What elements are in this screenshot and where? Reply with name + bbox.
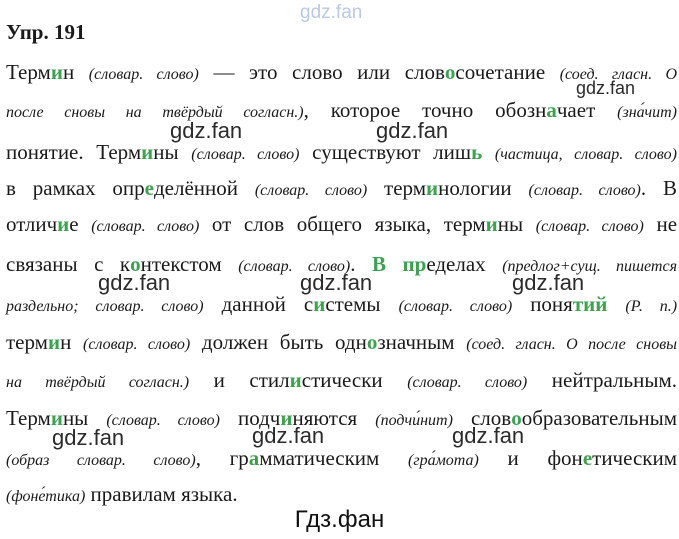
highlighted-letter: и <box>47 330 61 354</box>
text-fragment: — это слово или слов <box>198 60 445 84</box>
highlighted-letter: и <box>57 212 70 236</box>
annotation: раздельно; словар. слово) <box>6 298 204 315</box>
highlighted-letter: о <box>130 252 141 276</box>
highlighted-letter: и <box>289 368 302 392</box>
annotation: (фоне́тика) <box>6 488 86 505</box>
annotation: (соед. гласн. О после сновы <box>466 336 677 353</box>
text-fragment: няются <box>292 406 376 430</box>
annotation: (Р. п.) <box>625 298 678 315</box>
annotation: (словар. слово) <box>238 258 351 275</box>
highlighted-letter: и <box>426 176 439 200</box>
annotation: (соед. гласн. О <box>559 66 677 83</box>
highlighted-letter: о <box>444 60 456 84</box>
text-fragment: е <box>69 212 92 236</box>
annotation: (образ словар. слово) <box>6 452 196 469</box>
highlighted-letter: е <box>144 176 154 200</box>
highlighted-letter: и <box>50 406 63 430</box>
text-fragment: терм <box>367 176 427 200</box>
annotation: (словар. слово) <box>535 218 644 235</box>
text-fragment: значным <box>377 330 467 354</box>
annotation: (гра́мота) <box>408 452 479 469</box>
annotation: (частица, словар. слово) <box>494 146 677 163</box>
watermark: gdz.fan <box>52 425 125 450</box>
highlighted-letter: пр <box>402 252 427 276</box>
text-fragment: еделах <box>426 252 503 276</box>
text-fragment: . В <box>640 176 677 200</box>
text-fragment: подч <box>219 406 281 430</box>
watermark: gdz.fan <box>252 423 325 448</box>
highlighted-letter: а <box>546 98 557 122</box>
highlighted-letter: тий <box>572 292 608 316</box>
text-fragment: , которое точно обозн <box>303 98 547 122</box>
text-fragment: данной с <box>203 292 314 316</box>
watermark-top: gdz.fan <box>300 2 363 23</box>
highlighted-letter: и <box>485 212 498 236</box>
annotation: (зна́чит) <box>617 104 677 121</box>
text-fragment: слов <box>452 406 512 430</box>
text-fragment: образовательным <box>521 406 677 430</box>
text-line-9 <box>6 366 677 397</box>
annotation: после сновы на твёрдый согласн.) <box>6 104 304 121</box>
text-fragment: правилам языка. <box>85 482 238 506</box>
watermark: gdz.fan <box>300 270 373 295</box>
annotation: (словар. слово) <box>254 182 368 199</box>
text-fragment: поня <box>512 292 573 316</box>
text-fragment: в рамках опр <box>6 176 145 200</box>
highlighted-letter: а <box>248 446 260 470</box>
text-fragment: должен быть одн <box>190 330 367 354</box>
annotation: на твёрдый согласн.) <box>6 374 190 391</box>
watermark: gdz.fan <box>512 270 585 295</box>
highlighted-letter: В <box>372 252 387 276</box>
text-fragment: стемы <box>325 292 399 316</box>
text-fragment: существуют лиш <box>299 140 472 164</box>
watermark: gdz.fan <box>98 270 171 295</box>
annotation: (словар. слово) <box>83 336 191 353</box>
text-fragment: не <box>643 212 678 236</box>
highlighted-letter: о <box>366 330 378 354</box>
text-fragment: н <box>62 60 89 84</box>
highlighted-letter: и <box>50 60 63 84</box>
text-fragment <box>482 140 495 164</box>
annotation: (словар. слово) <box>106 412 220 429</box>
text-fragment: стически <box>301 368 408 392</box>
text-fragment: и фон <box>478 446 583 470</box>
text-fragment: чает <box>556 98 618 122</box>
annotation: (подчи́нит) <box>375 412 453 429</box>
text-fragment: . <box>350 252 372 276</box>
text-fragment: Терм <box>6 60 51 84</box>
annotation: (словар. слово) <box>91 218 200 235</box>
highlighted-letter: ь <box>471 140 483 164</box>
highlighted-letter: и <box>141 140 154 164</box>
highlighted-letter: о <box>511 406 522 430</box>
watermark: gdz.fan <box>376 118 449 143</box>
text-fragment: нтекстом <box>140 252 239 276</box>
text-fragment: сочетание <box>455 60 560 84</box>
text-fragment <box>386 252 403 276</box>
text-line-8 <box>6 328 677 359</box>
exercise-title: Упр. 191 <box>6 20 86 44</box>
footer-watermark: Гдз.фан <box>294 506 385 533</box>
annotation: (предлог+сущ. пишется <box>502 258 678 275</box>
annotation: (словар. слово) <box>528 182 641 199</box>
text-fragment: н <box>60 330 84 354</box>
watermark: gdz.fan <box>576 78 636 98</box>
text-fragment: , гр <box>195 446 249 470</box>
annotation: (словар. слово) <box>88 66 199 83</box>
text-fragment: делённой <box>153 176 255 200</box>
annotation: (словар. слово) <box>191 146 300 163</box>
annotation: (словар. слово) <box>407 374 528 391</box>
text-fragment: ны <box>153 140 192 164</box>
watermark: gdz.fan <box>170 118 243 143</box>
text-fragment: ны <box>497 212 536 236</box>
annotation: (словар. слово) <box>398 298 513 315</box>
text-fragment: терм <box>6 330 48 354</box>
text-line-2 <box>6 96 677 127</box>
text-fragment: нейтральным. <box>527 368 677 392</box>
highlighted-letter: и <box>280 406 293 430</box>
text-fragment: нологии <box>438 176 529 200</box>
text-fragment: ны <box>62 406 107 430</box>
text-line-4 <box>6 174 677 205</box>
text-fragment: от слов общего языка, терм <box>199 212 486 236</box>
highlighted-letter: е <box>582 446 593 470</box>
text-fragment: отлич <box>6 212 58 236</box>
text-fragment: понятие. Терм <box>6 140 142 164</box>
text-fragment: Терм <box>6 406 51 430</box>
highlighted-letter: и <box>313 292 326 316</box>
text-fragment <box>607 292 625 316</box>
text-fragment: и стил <box>189 368 290 392</box>
text-fragment: тическим <box>592 446 678 470</box>
text-line-5 <box>6 210 677 241</box>
text-line-3 <box>6 138 677 169</box>
watermark: gdz.fan <box>452 423 525 448</box>
text-fragment: мматическим <box>259 446 409 470</box>
text-fragment: связаны с к <box>6 252 131 276</box>
